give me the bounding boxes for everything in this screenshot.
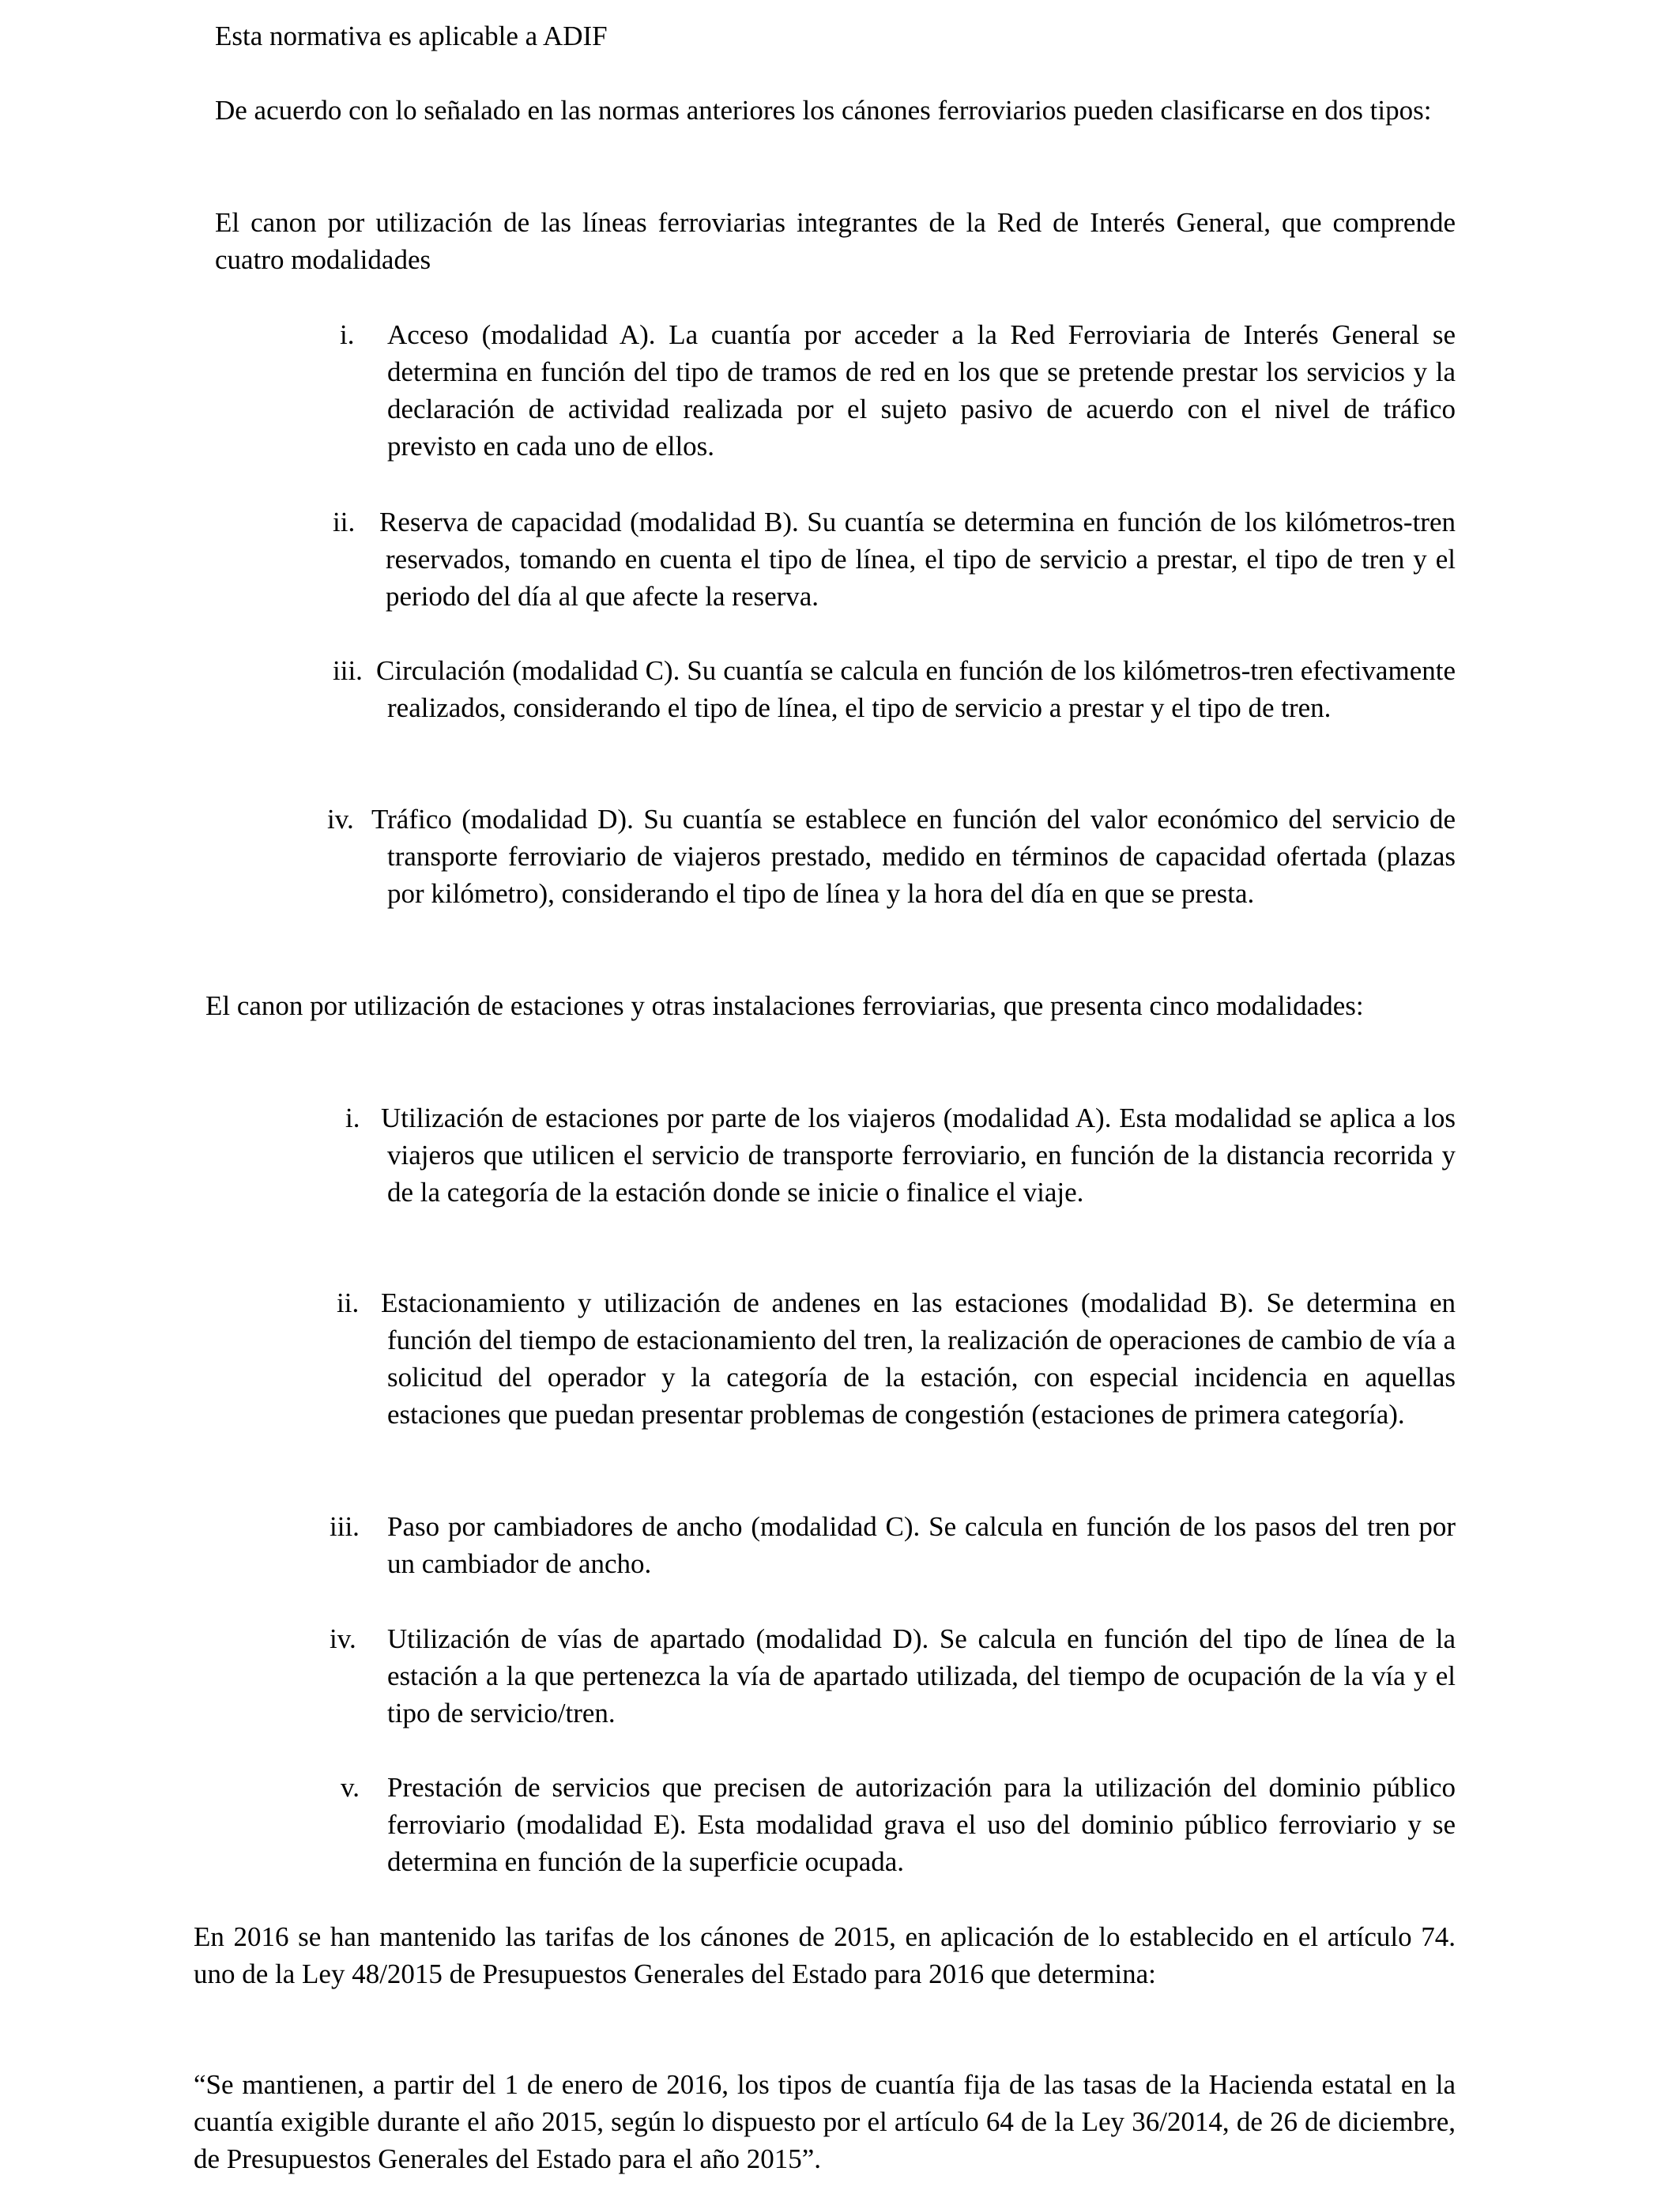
paragraph-classification: De acuerdo con lo señalado en las normas anteriores los cánones ferroviarios pueden clasificarse en dos tipos: — [215, 95, 1432, 126]
list-item-line-modality-iii — [0, 652, 1680, 763]
list-item-line-modality-ii — [0, 503, 1680, 615]
paragraph-year-2016: En 2016 se han mantenido las tarifas de los cánones de 2015, en aplicación de lo establecido en el artículo 74. uno de la Ley 48/2015 de Presupuestos Generales del Estado para 2016 que determina: — [194, 1921, 1456, 1989]
list-numeral: iii. — [333, 655, 363, 686]
list-item-text: Circulación (modalidad C). Su cuantía se calcula en función de los kilómetros-tren efectivamente realizados, considerando el tipo de línea, el tipo de servicio a prestar y el tipo de tren. — [376, 655, 1456, 723]
paragraph-canon-stations: El canon por utilización de estaciones y otras instalaciones ferroviarias, que presenta cinco modalidades: — [205, 990, 1364, 1021]
list-item-text: Acceso (modalidad A). La cuantía por acceder a la Red Ferroviaria de Interés General se determina en función del tipo de tramos de red en los que se pretende prestar los servicios y la declaración de actividad realizada por el sujeto pasivo de acuerdo con el nivel de tráfico previsto en cada uno de ellos. — [387, 319, 1456, 462]
list-numeral: v. — [341, 1772, 360, 1803]
list-numeral: iii. — [330, 1511, 360, 1542]
list-item-text: Estacionamiento y utilización de andenes en las estaciones (modalidad B). Se determina en función del tiempo de estacionamiento del tren, la realización de operaciones de cambio de vía a solicitud del operador y la categoría de la estación, con especial incidencia en aquellas estaciones que puedan presentar problemas de congestión (estaciones de primera categoría). — [381, 1287, 1456, 1430]
list-item-station-modality-i — [0, 1099, 1680, 1248]
list-numeral: iv. — [330, 1623, 356, 1654]
list-item-text: Reserva de capacidad (modalidad B). Su cuantía se determina en función de los kilómetros-tren reservados, tomando en cuenta el tipo de línea, el tipo de servicio a prestar, el tipo de tren y el periodo del día al que afecte la reserva. — [379, 507, 1456, 612]
list-numeral: ii. — [333, 507, 356, 537]
paragraph-intro: Esta normativa es aplicable a ADIF — [215, 21, 608, 51]
list-item-line-modality-iv — [0, 801, 1680, 949]
list-item-line-modality-i — [0, 316, 1680, 465]
list-item-station-modality-iii — [0, 1508, 1680, 1582]
list-numeral: ii. — [337, 1287, 360, 1318]
list-item-text: Prestación de servicios que precisen de autorización para la utilización del dominio público ferroviario (modalidad E). Esta modalidad grava el uso del dominio público ferroviario y se determina en función de la superficie ocupada. — [387, 1772, 1456, 1877]
list-numeral: iv. — [327, 804, 354, 835]
list-item-text: Paso por cambiadores de ancho (modalidad C). Se calcula en función de los pasos del tren por un cambiador de ancho. — [387, 1511, 1456, 1579]
paragraph-canon-lines: El canon por utilización de las líneas ferroviarias integrantes de la Red de Interés General, que comprende cuatro modalidades — [215, 207, 1456, 275]
paragraph-quote: “Se mantienen, a partir del 1 de enero de 2016, los tipos de cuantía fija de las tasas de la Hacienda estatal en la cuantía exigible durante el año 2015, según lo dispuesto por el artículo 64 de la Ley 36/2014, de 26 de diciembre, de Presupuestos Generales del Estado para el año 2015”. — [194, 2069, 1456, 2174]
list-item-text: Tráfico (modalidad D). Su cuantía se establece en función del valor económico del servicio de transporte ferroviario de viajeros prestado, medido en términos de capacidad ofertada (plazas por kilómetro), considerando el tipo de línea y la hora del día en que se presta. — [371, 804, 1456, 909]
list-item-station-modality-v — [0, 1769, 1680, 1880]
list-item-text: Utilización de estaciones por parte de los viajeros (modalidad A). Esta modalidad se aplica a los viajeros que utilicen el servicio de transporte ferroviario, en función de la distancia recorrida y de la categoría de la estación donde se inicie o finalice el viaje. — [381, 1103, 1456, 1208]
list-item-station-modality-ii — [0, 1284, 1680, 1470]
list-item-text: Utilización de vías de apartado (modalidad D). Se calcula en función del tipo de línea de la estación a la que pertenezca la vía de apartado utilizada, del tiempo de ocupación de la vía y el tipo de servicio/tren. — [387, 1623, 1456, 1728]
list-numeral: i. — [340, 319, 355, 350]
list-item-station-modality-iv — [0, 1620, 1680, 1732]
list-numeral: i. — [345, 1103, 360, 1133]
